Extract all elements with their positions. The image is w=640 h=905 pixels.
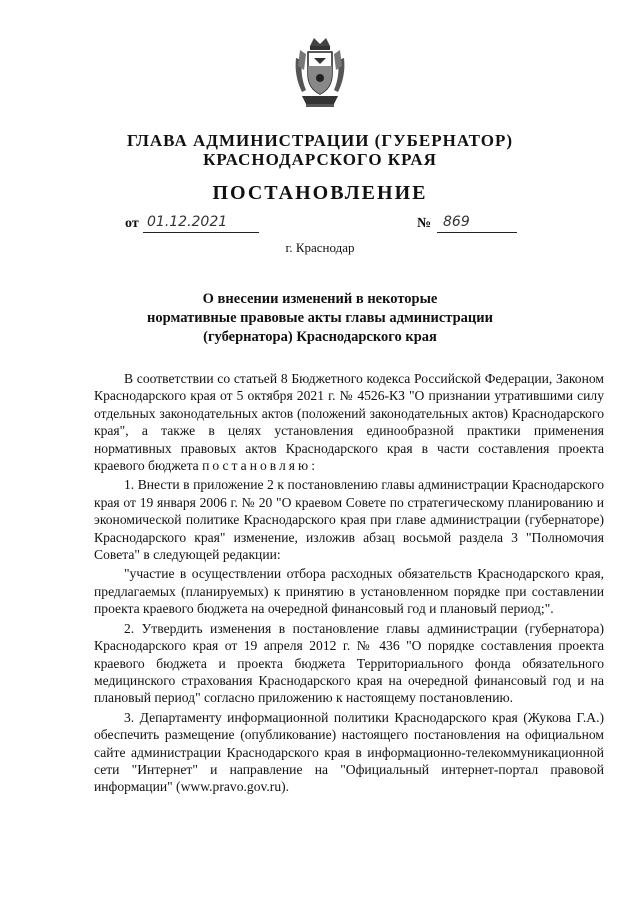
paragraph-preamble [94, 370, 604, 474]
document-title [0, 290, 640, 347]
title-line-2: нормативные правовые акты главы администрации [147, 310, 493, 326]
document-body [94, 370, 604, 798]
date-number-row [125, 212, 515, 236]
title-line-3: (губернатора) Краснодарского края [203, 329, 437, 345]
date-underline [143, 232, 259, 233]
title-line-1: О внесении изменений в некоторые [202, 291, 438, 307]
paragraph-quote: "участие в осуществлении отбора расходных обязательств Краснодарского края, предлагаемых (планируемых) к принятию в установленном порядке при составлении проекта краевого бюджета на очередной финансовый год и плановый период;". [94, 566, 604, 617]
coat-of-arms-icon [292, 36, 348, 110]
document-type: ПОСТАНОВЛЕНИЕ [212, 182, 428, 204]
number-underline [437, 232, 517, 233]
header-line-1: ГЛАВА АДМИНИСТРАЦИИ (ГУБЕРНАТОР) [126, 131, 513, 150]
resolve-word: постановляю: [202, 458, 318, 474]
date-label: от [125, 216, 139, 231]
city: г. Краснодар [285, 240, 355, 255]
header-line-2: КРАСНОДАРСКОГО КРАЯ [203, 150, 437, 169]
paragraph-item-2: 2. Утвердить изменения в постановление главы администрации (губернатора) Краснодарского края от 19 апреля 2012 г. № 436 "О порядке составления проекта краевого бюджета и проекта бюджета Территориального фонда обязательного медицинского страхования Краснодарского края на очередной финансовый год и на плановый период" согласно приложению к настоящему постановлению. [94, 620, 604, 706]
paragraph-item-1: 1. Внести в приложение 2 к постановлению главы администрации Краснодарского края от 19 января 2006 г. № 20 "О краевом Совете по стратегическому планированию и экономической политике Краснодарского края при главе администрации (губернаторе) Краснодарского края" изменение, изложив абзац восьмой раздела 3 "Полномочия Совета" в следующей редакции: [94, 477, 604, 563]
number-label: № [417, 216, 432, 231]
preamble-text: В соответствии со статьей 8 Бюджетного кодекса Российской Федерации, Законом Краснодарского края от 5 октября 2021 г. № 4526-КЗ "О признании утратившими силу отдельных законодательных актов (положений законодательных актов) Краснодарского края", а также в целях установления единообразной практики применения нормативных правовых актов Краснодарского края в части составления проекта краевого бюджета [94, 371, 604, 474]
number-value: 869 [443, 214, 470, 230]
paragraph-item-3: 3. Департаменту информационной политики Краснодарского края (Жукова Г.А.) обеспечить размещение (опубликование) настоящего постановления на официальном сайте администрации Краснодарского края в информационно-телекоммуникационной сети "Интернет" и направление на "Официальный интернет-портал правовой информации" (www.pravo.gov.ru). [94, 709, 604, 795]
date-value: 01.12.2021 [147, 214, 228, 230]
